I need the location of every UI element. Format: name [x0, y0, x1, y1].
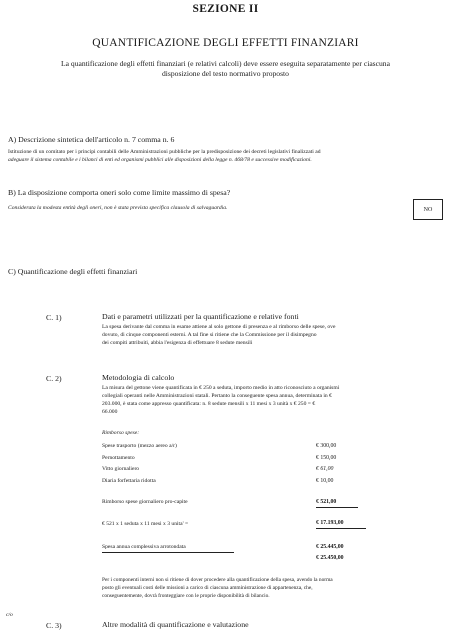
intro-text	[0, 59, 451, 79]
spesa-label: Spesa annua complessiva arrotondata	[102, 544, 186, 550]
c1-line-1: La spesa derivante dal comma in esame attiene al solo gettone di presenza e al rimborso delle spese, ove	[102, 324, 336, 330]
formula-value: € 17.193,00	[316, 520, 344, 526]
closing-line-1: Per i componenti interni non si ritiene di dover procedere alla quantificazione della spesa, avendo la norma	[102, 577, 333, 583]
c1-line-3: dei compiti attribuiti, abbia l'esigenza di effettuare 8 sedute mensili	[102, 340, 253, 346]
spesa-underline	[102, 552, 234, 553]
c1-line-2: dovuto, di cinque componenti esterni. A tal fine si ritiene che la Commissione per il disimpegno	[102, 332, 317, 338]
c2-label: C. 2)	[46, 374, 62, 383]
expense-value-2: € 150,00	[316, 455, 337, 461]
answer-box	[413, 199, 443, 220]
section-b-text: Considerata la modesta entità degli oneri, non è stata prevista specifica clausola di salvaguardia.	[8, 205, 228, 211]
expense-label-4: Diaria forfettaria ridotta	[102, 478, 156, 484]
procapite-value: € 521,00	[316, 499, 337, 505]
intro-line-1: La quantificazione degli effetti finanziari (e relativi calcoli) deve essere eseguita separatamente per ciascuna	[61, 59, 390, 68]
expense-label-3: Vitto giornaliero	[102, 466, 140, 472]
margin-note: c/o	[6, 612, 13, 618]
section-b-heading: B) La disposizione comporta oneri solo come limite massimo di spesa?	[8, 188, 231, 197]
c1-label: C. 1)	[46, 313, 62, 322]
expense-value-1: € 300,00	[316, 443, 337, 449]
document-title: QUANTIFICAZIONE DEGLI EFFETTI FINANZIARI	[92, 37, 359, 49]
section-a-line-2: adeguare il sistema contabile e i bilanci di enti ed organismi pubblici alle disposizioni della legge n. 468/78 e successive modificazioni.	[8, 157, 312, 163]
c3-label: C. 3)	[46, 621, 62, 630]
section-a-line-1: Istituzione di un comitato per i principi contabili delle Amministrazioni pubbliche per la predisposizione dei decreti legislativi finalizzati ad	[8, 149, 321, 155]
procapite-underline	[316, 507, 358, 508]
spesa-value-1: € 25.445,00	[316, 544, 344, 550]
c2-line-2: collegiali operanti nelle Amministrazioni statali. Pertanto la conseguente spesa annua, determinata in €	[102, 393, 332, 399]
c2-line-1: La misura del gettone viene quantificata in € 250 a seduta, importo medio in atto riconosciuto a organismi	[102, 385, 340, 391]
c1-title: Dati e parametri utilizzati per la quantificazione e relative fonti	[102, 312, 299, 321]
expense-label-1: Spese trasporto (mezzo aereo a/r)	[102, 443, 177, 449]
procapite-label: Rimborso spese giornaliero pro-capite	[102, 499, 188, 505]
c2-line-4: 66.000	[102, 409, 118, 415]
intro-line-2: disposizione del testo normativo proposto	[162, 69, 289, 78]
expense-label-2: Pernottamento	[102, 455, 135, 461]
formula-label: € 521 x 1 seduta x 11 mesi x 3 unita' =	[102, 521, 189, 527]
closing-line-2: posto gli eventuali costi delle missioni a carico di ciascuna amministrazione di appartenenza, che,	[102, 585, 313, 591]
spesa-value-2: € 25.450,00	[316, 555, 344, 561]
c2-title: Metodologia di calcolo	[102, 373, 175, 382]
rimborso-heading: Rimborso spese:	[102, 430, 140, 436]
c2-line-3: 203.000, è stata come appresso quantificata: n. 8 sedute mensili x 11 mesi x 3 unità x € 250 = €	[102, 401, 316, 407]
expense-value-3: € 61,00	[316, 466, 334, 472]
c3-title: Altre modalità di quantificazione e valutazione	[102, 620, 249, 629]
closing-line-3: conseguentemente, dovrà fronteggiare con le proprie disponibilità di bilancio.	[102, 593, 270, 599]
section-title: SEZIONE II	[192, 3, 259, 15]
section-a-heading: A) Descrizione sintetica dell'articolo n. 7 comma n. 6	[8, 135, 175, 144]
answer-value: NO	[423, 206, 433, 213]
expense-value-4: € 10,00	[316, 478, 334, 484]
formula-underline	[316, 528, 366, 529]
section-c-heading: C) Quantificazione degli effetti finanziari	[8, 267, 138, 276]
